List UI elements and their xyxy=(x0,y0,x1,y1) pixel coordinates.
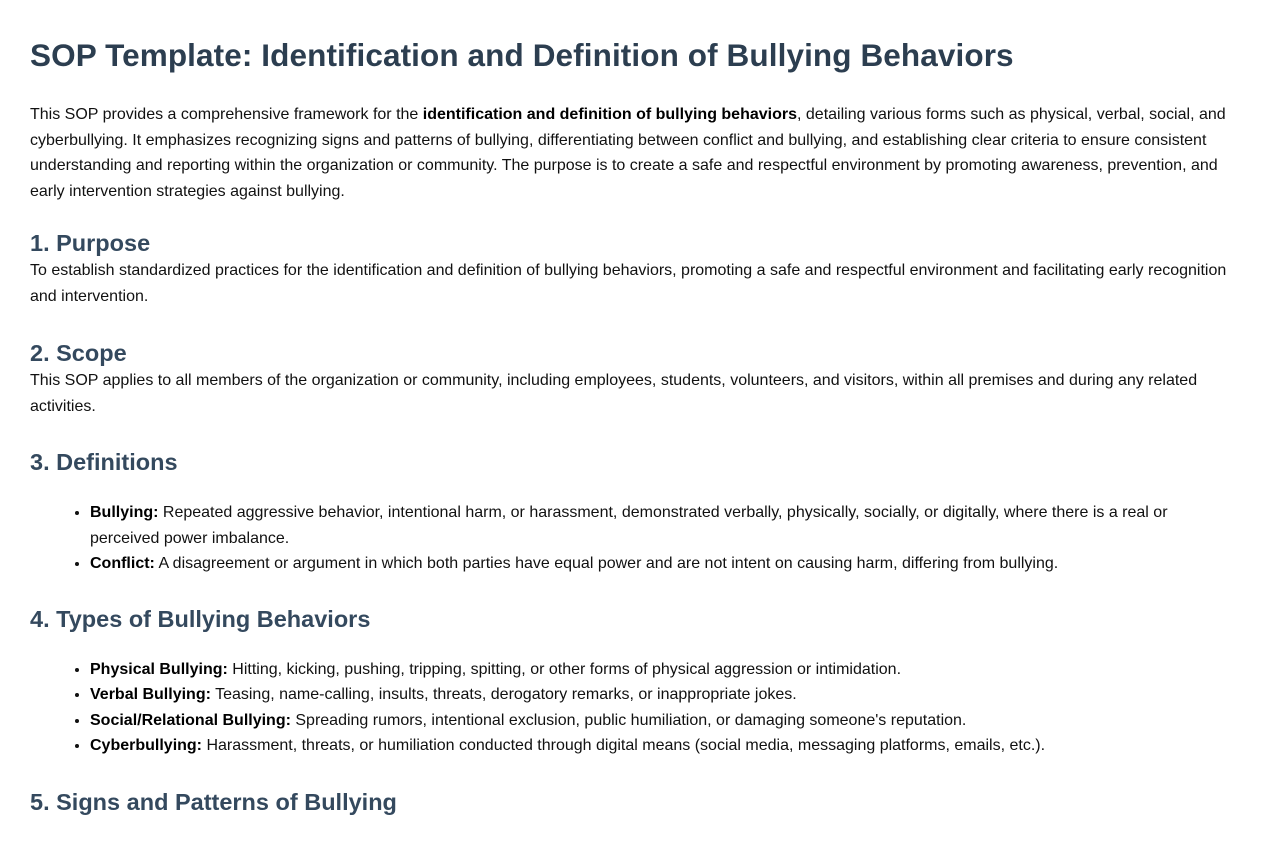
list-item-term: Bullying: xyxy=(90,504,159,521)
purpose-heading: 1. Purpose xyxy=(30,230,151,256)
document-title: SOP Template: Identification and Definition of Bullying Behaviors xyxy=(30,37,1014,73)
list-item-verbal xyxy=(90,682,1233,708)
intro-text-end: , detailing various forms such as physical, verbal, social, and cyberbullying. It emphasizes recognizing signs and patterns of bullying, differentiating between conflict and bullying, and establishing clear criteria to ensure consistent understanding and reporting within the organization or community. The purpose is to create a safe and respectful environment by promoting awareness, prevention, and early intervention strategies against bullying. xyxy=(30,106,1226,200)
list-item-term: Physical Bullying: xyxy=(90,660,228,678)
scope-text: This SOP applies to all members of the organization or community, including employees, students, volunteers, and visitors, within all premises and during any related activities. xyxy=(30,372,1198,415)
types-list xyxy=(30,657,1233,759)
list-item-term: Cyberbullying: xyxy=(90,737,203,754)
list-item-term: Social/Relational Bullying: xyxy=(90,711,291,729)
intro-bold-phrase: identification and definition of bullying behaviors xyxy=(422,106,797,123)
list-item-term: Verbal Bullying: xyxy=(90,686,211,703)
list-item-term: Conflict: xyxy=(90,555,155,572)
scope-heading: 2. Scope xyxy=(30,340,127,366)
definitions-heading: 3. Definitions xyxy=(30,449,178,475)
list-item-conflict xyxy=(90,551,1233,577)
list-item-text: A disagreement or argument in which both parties have equal power and are not intent on causing harm, differing from bullying. xyxy=(154,555,1059,572)
definitions-list xyxy=(30,500,1233,577)
list-item-physical xyxy=(90,657,1233,683)
list-item-text: Spreading rumors, intentional exclusion, public humiliation, or damaging someone's reputation. xyxy=(290,711,967,729)
purpose-text: To establish standardized practices for the identification and definition of bullying behaviors, promoting a safe and respectful environment and facilitating early recognition and intervention. xyxy=(30,262,1227,305)
intro-paragraph xyxy=(30,102,1233,204)
types-heading: 4. Types of Bullying Behaviors xyxy=(30,605,371,632)
list-item-text: Repeated aggressive behavior, intentional harm, or harassment, demonstrated verbally, physically, socially, or digitally, where there is a real or perceived power imbalance. xyxy=(90,504,1168,547)
list-item-cyber xyxy=(90,733,1233,759)
intro-text-start: This SOP provides a comprehensive framework for the xyxy=(30,106,423,123)
list-item-bullying xyxy=(90,500,1233,551)
signs-heading: 5. Signs and Patterns of Bullying xyxy=(30,788,397,815)
list-item-social xyxy=(90,708,1233,734)
list-item-text: Hitting, kicking, pushing, tripping, spitting, or other forms of physical aggression or intimidation. xyxy=(227,660,902,678)
list-item-text: Harassment, threats, or humiliation conducted through digital means (social media, messaging platforms, emails, etc.). xyxy=(202,737,1046,754)
list-item-text: Teasing, name-calling, insults, threats, derogatory remarks, or inappropriate jokes. xyxy=(210,686,797,703)
